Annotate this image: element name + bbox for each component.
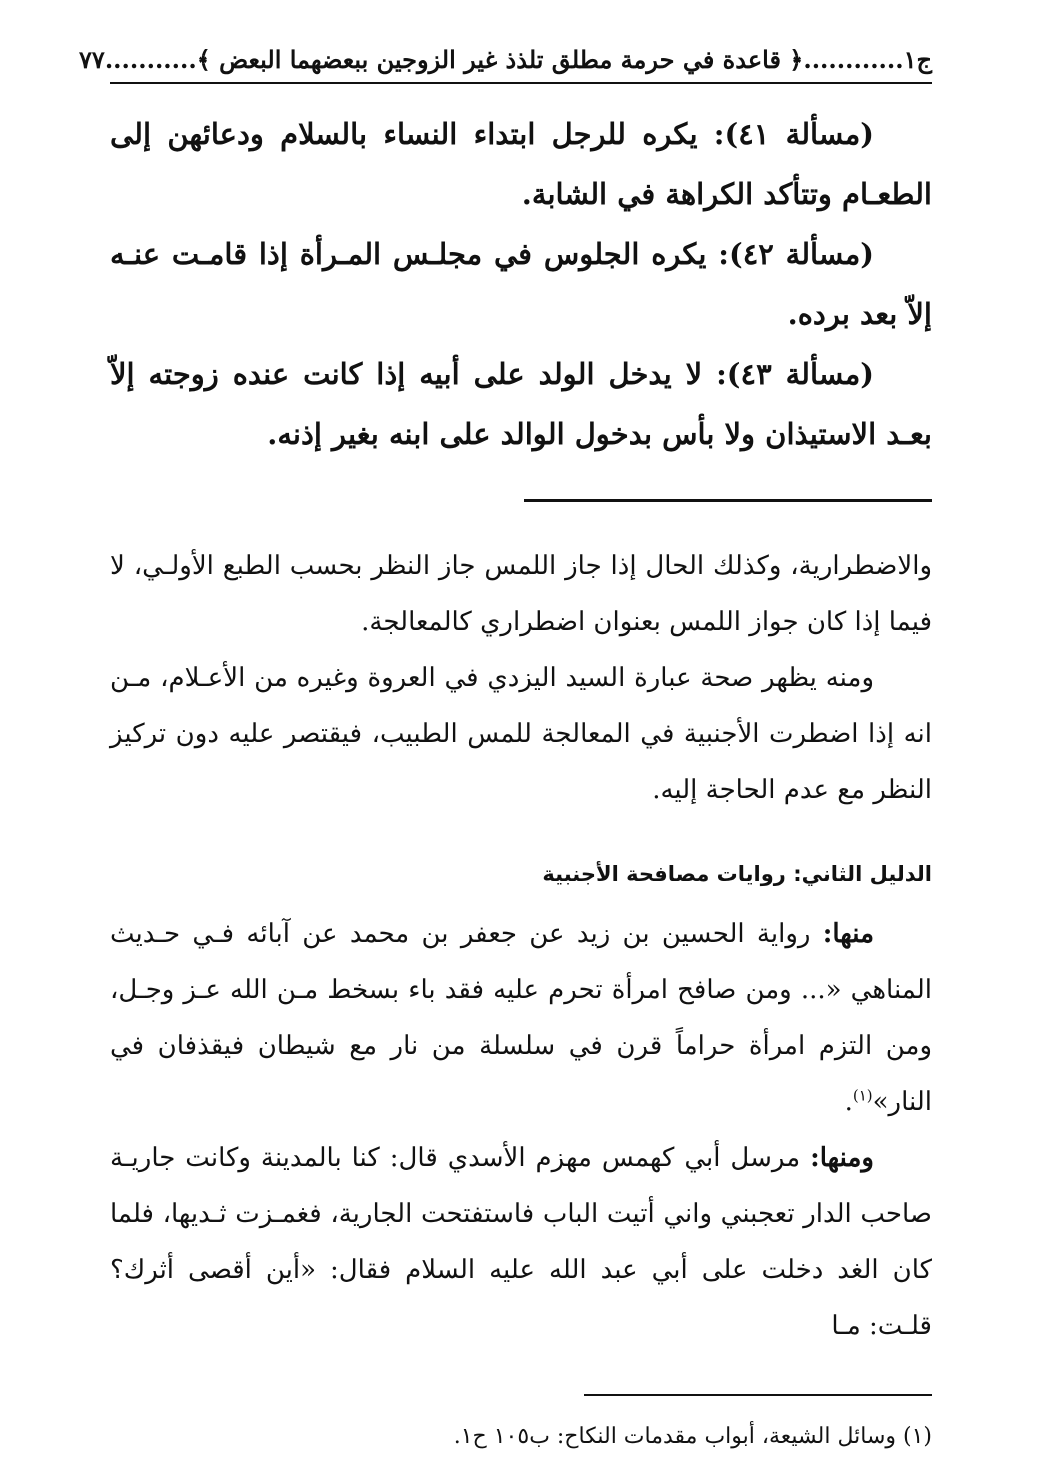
section-heading: الدليل الثاني: روايات مصافحة الأجنبية: [542, 862, 932, 886]
paragraph-3-lead: منها:: [822, 919, 874, 949]
section-separator: [524, 499, 932, 502]
paragraph-4-lead: ومنها:: [810, 1143, 874, 1173]
document-page: [79, 38, 932, 1454]
header-dots-right: ............: [803, 45, 904, 74]
paragraph-1: والاضطرارية، وكذلك الحال إذا جاز اللمس جاز النظر بحسب الطبع الأولـي، لا فيما إذا كان جواز اللمس بعنوان اضطراري كالمعالجة.: [110, 551, 932, 637]
footnote-separator: [584, 1394, 932, 1396]
paragraph-4-text: مرسل أبي كهمس مهزم الأسدي قال: كنا بالمدينة وكانت جاريـة صاحب الدار تعجبني واني أتيت الباب فاستفتحت الجارية، فغمـزت ثـديها، فلما كان الغد دخلت على أبي عبد الله عليه السلام فقال: «أين أقصى أثرك؟ قلـت: مـا: [110, 1143, 932, 1341]
header-dots-left: ...........: [104, 45, 197, 74]
paragraph-3: [110, 906, 932, 1130]
page-number: ٧٧: [79, 45, 105, 74]
paragraph-2: ومنه يظهر صحة عبارة السيد اليزدي في العروة وغيره من الأعـلام، مـن انه إذا اضطرت الأجنبية في المعالجة للمس الطبيب، فيقتصر عليه دون تركيز النظر مع عدم الحاجة إليه.: [110, 663, 932, 805]
paragraph-4: [110, 1130, 932, 1354]
commentary-body: [110, 538, 932, 1354]
masala-42: (مسألة ٤٢): يكره الجلوس في مجلـس المـرأة إذا قامـت عنـه إلاّ بعد برده.: [110, 237, 932, 331]
masail-block: [110, 104, 932, 464]
footnote: (١) وسائل الشيعة، أبواب مقدمات النكاح: ب١٠٥ ح١.: [453, 1424, 932, 1449]
header-title: ﴿ قاعدة في حرمة مطلق تلذذ غير الزوجين ببعضهما البعض ﴾: [196, 45, 804, 74]
masala-43: (مسألة ٤٣): لا يدخل الولد على أبيه إذا كانت عنده زوجته إلاّ بعـد الاستيذان ولا بأس بدخول الوالد على ابنه بغير إذنه.: [110, 357, 932, 451]
running-header: [79, 38, 932, 84]
paragraph-3-end: .: [844, 1087, 853, 1117]
volume-label: ج١: [903, 45, 932, 74]
masala-41: (مسألة ٤١): يكره للرجل ابتداء النساء بالسلام ودعائهن إلى الطعـام وتتأكد الكراهة في الشابة.: [110, 117, 932, 211]
footnote-ref[interactable]: (١): [852, 1086, 873, 1105]
paragraph-3-text: رواية الحسين بن زيد عن جعفر بن محمد عن آبائه فـي حـديث المناهي «... ومن صافح امرأة تحرم عليه فقد باء بسخط مـن الله عـز وجـل، ومن التزم امرأة حراماً قرن في سلسلة من نار مع شيطان فيقذفان في النار»: [110, 919, 932, 1117]
